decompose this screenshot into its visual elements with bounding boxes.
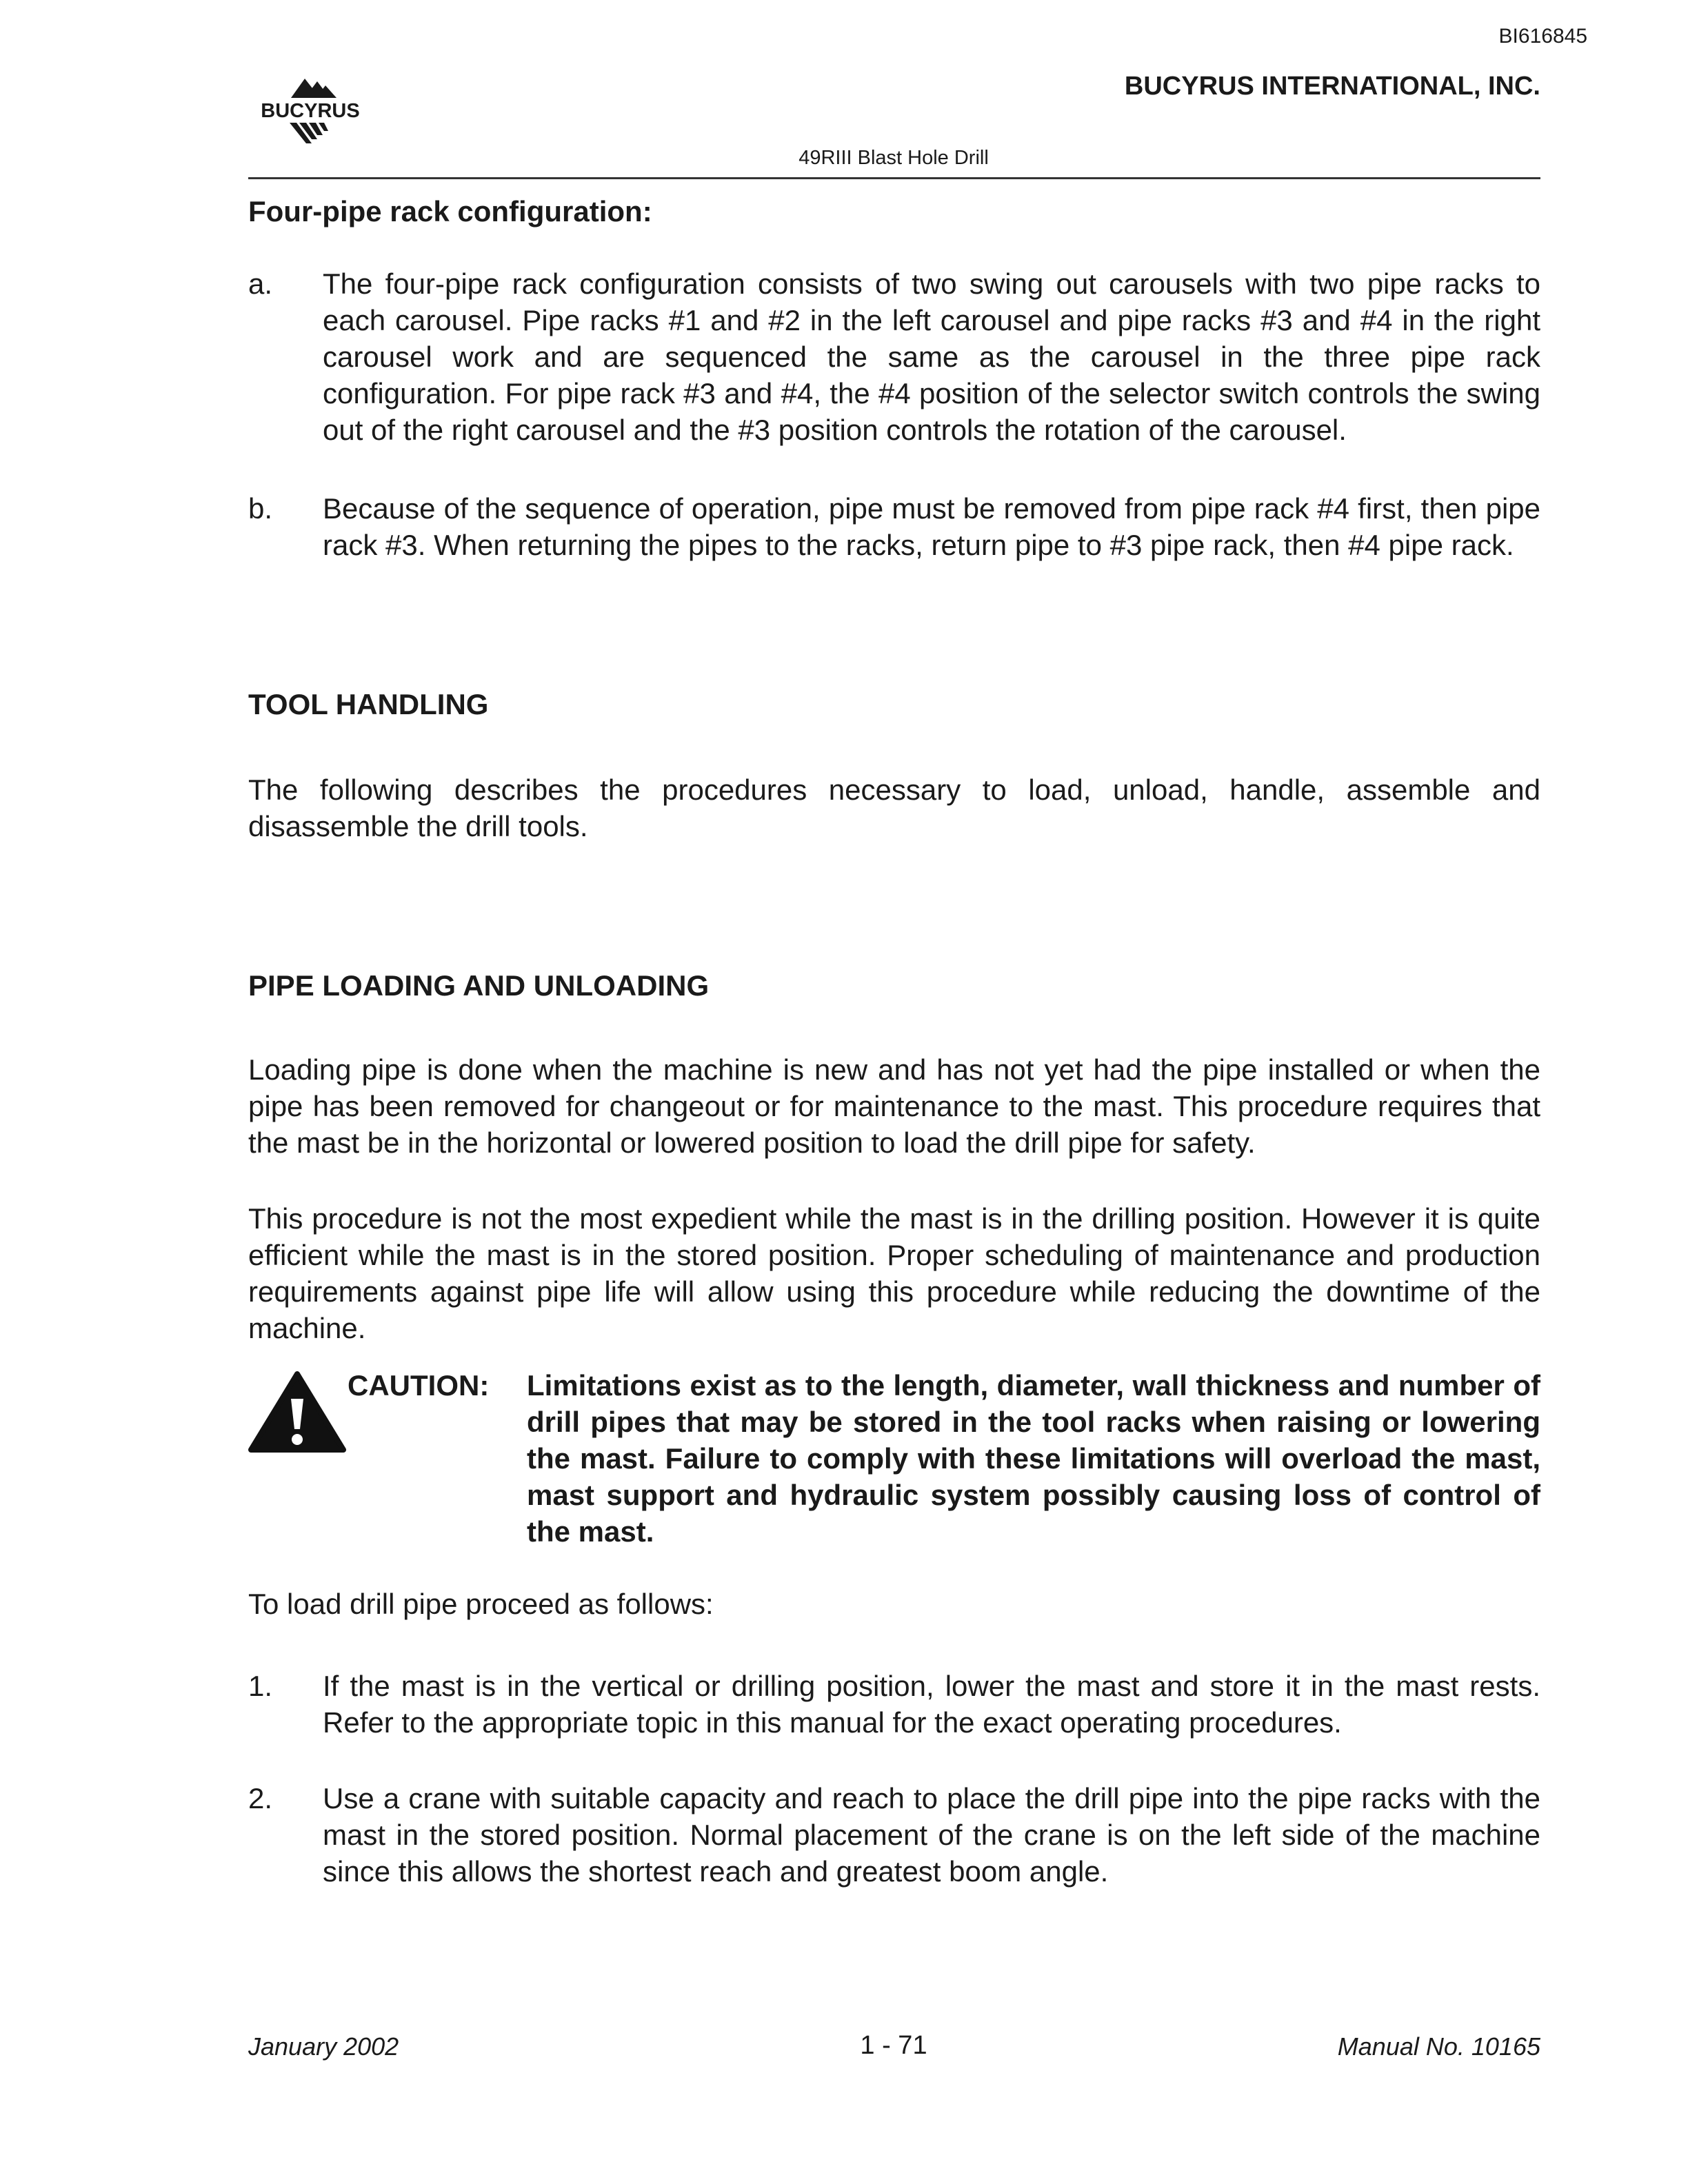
pipe-loading-paragraph: This procedure is not the most expedient while the mast is in the drilling position. However it is quite efficient while the mast is in the stored position. Proper scheduling of maintenance and production requirements against pipe life will allow using this procedure while reducing the downtime of the machine. bbox=[248, 1202, 1540, 1344]
footer-date: January 2002 bbox=[248, 2032, 399, 2061]
caution-label: CAUTION: bbox=[348, 1369, 490, 1402]
caution-block bbox=[248, 1367, 1540, 1548]
pipe-loading-heading: PIPE LOADING AND UNLOADING bbox=[248, 969, 710, 1002]
step-number: 1. bbox=[248, 1670, 273, 1702]
caution-text: Limitations exist as to the length, diameter, wall thickness and number of drill pipes that may be stored in the tool racks when raising or lowering the mast. Failure to comply with these limitations will overload the mast, mast support and hydraulic system possibly causing loss of control of the mast. bbox=[527, 1369, 1540, 1548]
list-item-text: Because of the sequence of operation, pipe must be removed from pipe rack #4 first, then pipe rack #3. When returning the pipes to the racks, return pipe to #3 pipe rack, then #4 pipe rack. bbox=[323, 492, 1540, 561]
pipe-loading-paragraph: Loading pipe is done when the machine is new and has not yet had the pipe installed or when the pipe has been removed for changeout or for maintenance to the mast. This procedure requires that the mast be in the horizontal or lowered position to load the drill pipe for safety. bbox=[248, 1053, 1540, 1159]
load-intro: To load drill pipe proceed as follows: bbox=[248, 1588, 714, 1620]
step-text: Use a crane with suitable capacity and reach to place the drill pipe into the pipe racks with the mast in the stored position. Normal placement of the crane is on the left side of the machine since this allows the shortest reach and greatest boom angle. bbox=[323, 1782, 1540, 1888]
company-name: BUCYRUS INTERNATIONAL, INC. bbox=[1124, 72, 1540, 101]
list-item bbox=[248, 490, 1540, 563]
tool-handling-text: The following describes the procedures necessary to load, unload, handle, assemble and disassemble the drill tools. bbox=[248, 774, 1540, 842]
page-content bbox=[248, 193, 1540, 1890]
list-item-text: The four-pipe rack configuration consists of two swing out carousels with two pipe racks to each carousel. Pipe racks #1 and #2 in the left carousel and pipe racks #3 and #4 in the right carousel work and are sequenced the same as the carousel in the three pipe rack configuration. For pipe rack #3 and #4, the #4 position of the selector switch controls the swing out of the right carousel and the #3 position controls the rotation of the carousel. bbox=[323, 267, 1540, 446]
step-number: 2. bbox=[248, 1782, 273, 1814]
product-name: 49RIII Blast Hole Drill bbox=[798, 147, 989, 169]
step-text: If the mast is in the vertical or drilling position, lower the mast and store it in the mast rests. Refer to the appropriate topic in this manual for the exact operating procedures. bbox=[323, 1670, 1540, 1739]
logo-text: BUCYRUS bbox=[261, 100, 360, 122]
bucyrus-logo bbox=[248, 72, 372, 148]
tool-handling-heading: TOOL HANDLING bbox=[248, 688, 489, 720]
list-item-label: a. bbox=[248, 267, 273, 300]
four-pipe-heading: Four-pipe rack configuration: bbox=[248, 195, 652, 228]
list-item bbox=[248, 265, 1540, 448]
header-rule bbox=[248, 177, 1540, 179]
list-item-label: b. bbox=[248, 492, 273, 525]
list-item bbox=[248, 1780, 1540, 1890]
document-id: BI616845 bbox=[1498, 25, 1587, 48]
list-item bbox=[248, 1668, 1540, 1741]
warning-icon bbox=[248, 1370, 346, 1454]
manual-number: Manual No. 10165 bbox=[1337, 2032, 1540, 2061]
page-number: 1 - 71 bbox=[860, 2031, 927, 2060]
